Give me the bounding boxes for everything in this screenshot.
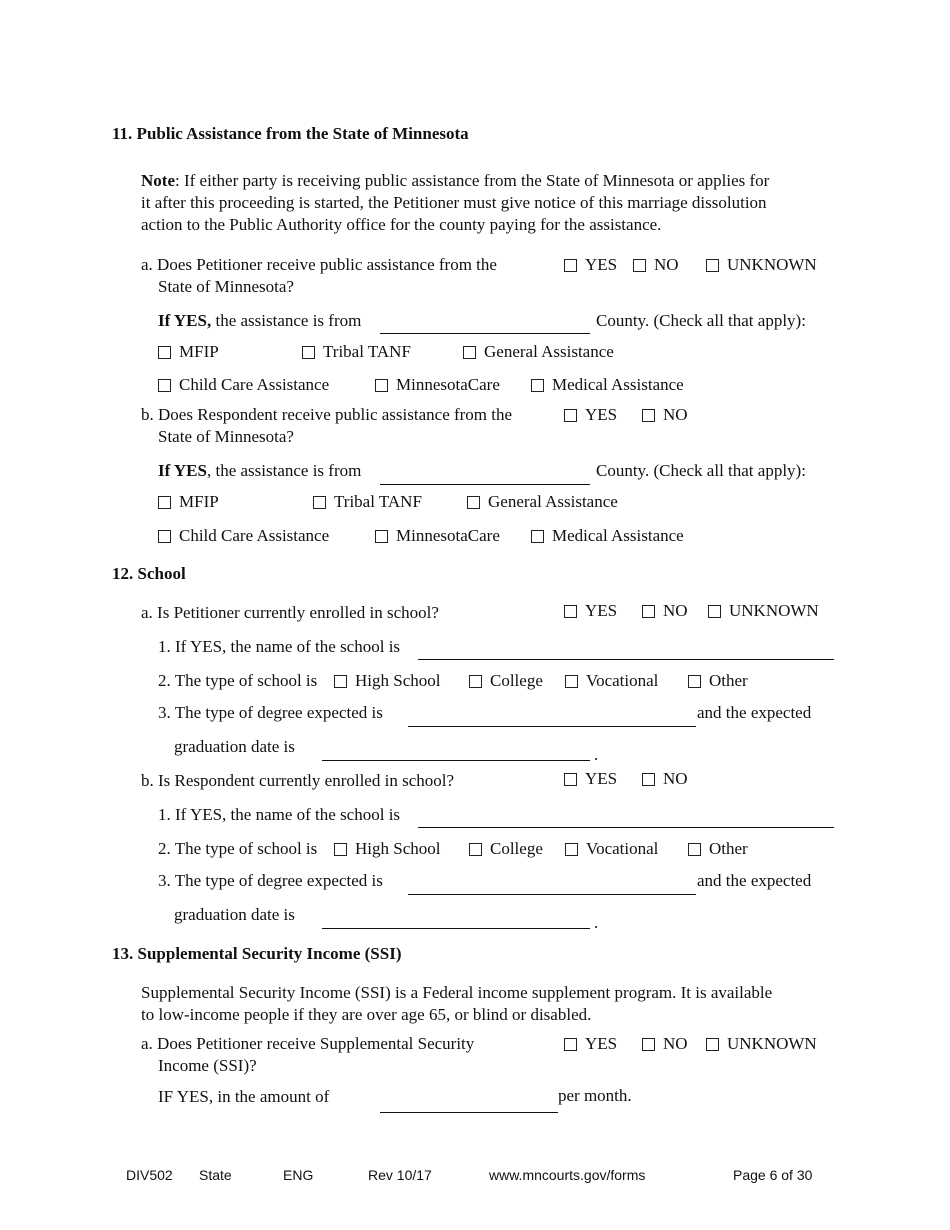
- checkbox-icon: [708, 605, 721, 618]
- q13a-unknown-checkbox[interactable]: UNKNOWN: [706, 1034, 817, 1054]
- q11a-minnesotacare-checkbox[interactable]: MinnesotaCare: [375, 375, 500, 395]
- q12a-degree-field[interactable]: [408, 726, 696, 727]
- q11b-general-assistance-checkbox[interactable]: General Assistance: [467, 492, 618, 512]
- q12b-grad-label: graduation date is: [174, 905, 295, 924]
- note-line-1: : If either party is receiving public assistance from the State of Minnesota or applies for: [174, 171, 770, 190]
- checkbox-icon: [565, 675, 578, 688]
- checkbox-icon: [642, 409, 655, 422]
- footer-form-number: DIV502: [126, 1167, 173, 1183]
- q12a-school-name-field[interactable]: [418, 659, 834, 660]
- checkbox-icon: [334, 675, 347, 688]
- note-line-2: it after this proceeding is started, the Petitioner must give notice of this marriage dissolution: [141, 193, 767, 212]
- q13a-amount-field[interactable]: [380, 1112, 558, 1113]
- q12b-no-checkbox[interactable]: NO: [642, 769, 688, 789]
- q12b-school-name-field[interactable]: [418, 827, 834, 828]
- q12a-degree-label: 3. The type of degree expected is: [158, 703, 383, 722]
- checkbox-icon: [302, 346, 315, 359]
- q12b-school-name-label: 1. If YES, the name of the school is: [158, 805, 401, 824]
- footer-revision: Rev 10/17: [368, 1167, 432, 1183]
- q11a-county-label: County. (Check all that apply):: [596, 311, 806, 330]
- note-paragraph: [141, 170, 841, 236]
- checkbox-icon: [158, 496, 171, 509]
- q13a-yes-checkbox[interactable]: YES: [564, 1034, 617, 1054]
- checkbox-icon: [158, 379, 171, 392]
- q12a-school-name-label: 1. If YES, the name of the school is: [158, 637, 401, 656]
- q11a-tribal-tanf-checkbox[interactable]: Tribal TANF: [302, 342, 411, 362]
- checkbox-icon: [158, 530, 171, 543]
- checkbox-icon: [688, 843, 701, 856]
- q11a-county-field[interactable]: [380, 333, 590, 334]
- checkbox-icon: [642, 1038, 655, 1051]
- q13a-no-checkbox[interactable]: NO: [642, 1034, 688, 1054]
- q12a-yes-checkbox[interactable]: YES: [564, 601, 617, 621]
- q12a-high-school-checkbox[interactable]: High School: [334, 671, 440, 691]
- q11a-yes-checkbox[interactable]: YES: [564, 255, 617, 275]
- ssi-description-line-1: Supplemental Security Income (SSI) is a Federal income supplement program. It is available: [141, 983, 773, 1002]
- footer-page-number: Page 6 of 30: [733, 1167, 813, 1183]
- q11a-child-care-checkbox[interactable]: Child Care Assistance: [158, 375, 329, 395]
- checkbox-icon: [158, 346, 171, 359]
- q11a-medical-assistance-checkbox[interactable]: Medical Assistance: [531, 375, 684, 395]
- ssi-description: [141, 982, 841, 1026]
- checkbox-icon: [375, 530, 388, 543]
- q12b-college-checkbox[interactable]: College: [469, 839, 543, 859]
- checkbox-icon: [467, 496, 480, 509]
- q12b-question: b. Is Respondent currently enrolled in school?: [141, 771, 455, 790]
- checkbox-icon: [313, 496, 326, 509]
- checkbox-icon: [564, 409, 577, 422]
- q12b-other-checkbox[interactable]: Other: [688, 839, 748, 859]
- q12b-expected-label: and the expected: [697, 871, 812, 890]
- q13a-amount-label: IF YES, in the amount of: [158, 1087, 330, 1106]
- checkbox-icon: [531, 379, 544, 392]
- checkbox-icon: [633, 259, 646, 272]
- checkbox-icon: [706, 259, 719, 272]
- q11b-yes-checkbox[interactable]: YES: [564, 405, 617, 425]
- note-label: Note: [141, 171, 175, 190]
- checkbox-icon: [469, 843, 482, 856]
- checkbox-icon: [564, 605, 577, 618]
- section-12-title: 12. School: [112, 564, 186, 583]
- q12a-grad-label: graduation date is: [174, 737, 295, 756]
- note-line-3: action to the Public Authority office for the county paying for the assistance.: [141, 215, 662, 234]
- ssi-description-line-2: to low-income people if they are over age 65, or blind or disabled.: [141, 1005, 592, 1024]
- q12a-grad-period: .: [594, 745, 599, 764]
- q12b-degree-field[interactable]: [408, 894, 696, 895]
- q11a-line1: a. Does Petitioner receive public assistance from the: [141, 255, 497, 274]
- checkbox-icon: [688, 675, 701, 688]
- checkbox-icon: [469, 675, 482, 688]
- q13a-line2: Income (SSI)?: [158, 1056, 257, 1075]
- checkbox-icon: [334, 843, 347, 856]
- checkbox-icon: [564, 1038, 577, 1051]
- checkbox-icon: [375, 379, 388, 392]
- q13a-line1: a. Does Petitioner receive Supplemental Security: [141, 1034, 475, 1053]
- q12b-degree-label: 3. The type of degree expected is: [158, 871, 383, 890]
- q12a-question: a. Is Petitioner currently enrolled in school?: [141, 603, 439, 622]
- q11a-mfip-checkbox[interactable]: MFIP: [158, 342, 219, 362]
- q12b-high-school-checkbox[interactable]: High School: [334, 839, 440, 859]
- checkbox-icon: [531, 530, 544, 543]
- q12b-grad-date-field[interactable]: [322, 928, 590, 929]
- q12b-grad-period: .: [594, 913, 599, 932]
- q12a-grad-date-field[interactable]: [322, 760, 590, 761]
- q11a-line2: State of Minnesota?: [158, 277, 294, 296]
- checkbox-icon: [642, 773, 655, 786]
- checkbox-icon: [706, 1038, 719, 1051]
- q11a-no-checkbox[interactable]: NO: [633, 255, 679, 275]
- q11a-general-assistance-checkbox[interactable]: General Assistance: [463, 342, 614, 362]
- q12a-expected-label: and the expected: [697, 703, 812, 722]
- checkbox-icon: [642, 605, 655, 618]
- q11b-mfip-checkbox[interactable]: MFIP: [158, 492, 219, 512]
- q11a-unknown-checkbox[interactable]: UNKNOWN: [706, 255, 817, 275]
- q11b-child-care-checkbox[interactable]: Child Care Assistance: [158, 526, 329, 546]
- q12a-college-checkbox[interactable]: College: [469, 671, 543, 691]
- q11b-no-checkbox[interactable]: NO: [642, 405, 688, 425]
- q12b-school-type-label: 2. The type of school is: [158, 839, 318, 858]
- checkbox-icon: [564, 259, 577, 272]
- q11b-county-label: County. (Check all that apply):: [596, 461, 806, 480]
- q12b-vocational-checkbox[interactable]: Vocational: [565, 839, 658, 859]
- q11b-if-yes-label: If YES, the assistance is from: [158, 461, 362, 480]
- footer-language: ENG: [283, 1167, 314, 1183]
- q11b-minnesotacare-checkbox[interactable]: MinnesotaCare: [375, 526, 500, 546]
- q12a-school-type-label: 2. The type of school is: [158, 671, 318, 690]
- q13a-per-month-label: per month.: [558, 1086, 632, 1105]
- checkbox-icon: [565, 843, 578, 856]
- q11a-if-yes-label: If YES, the assistance is from: [158, 311, 362, 330]
- checkbox-icon: [564, 773, 577, 786]
- q12a-vocational-checkbox[interactable]: Vocational: [565, 671, 658, 691]
- q12a-no-checkbox[interactable]: NO: [642, 601, 688, 621]
- q11b-county-field[interactable]: [380, 484, 590, 485]
- q11b-line2: State of Minnesota?: [158, 427, 294, 446]
- q11b-tribal-tanf-checkbox[interactable]: Tribal TANF: [313, 492, 422, 512]
- q12a-other-checkbox[interactable]: Other: [688, 671, 748, 691]
- q11b-medical-assistance-checkbox[interactable]: Medical Assistance: [531, 526, 684, 546]
- checkbox-icon: [463, 346, 476, 359]
- q12a-unknown-checkbox[interactable]: UNKNOWN: [708, 601, 819, 621]
- footer-state: State: [199, 1167, 232, 1183]
- q12b-yes-checkbox[interactable]: YES: [564, 769, 617, 789]
- q11b-line1: b. Does Respondent receive public assistance from the: [141, 405, 513, 424]
- footer-url[interactable]: www.mncourts.gov/forms: [489, 1167, 646, 1183]
- section-13-title: 13. Supplemental Security Income (SSI): [112, 944, 402, 963]
- section-11-title: 11. Public Assistance from the State of Minnesota: [112, 124, 469, 143]
